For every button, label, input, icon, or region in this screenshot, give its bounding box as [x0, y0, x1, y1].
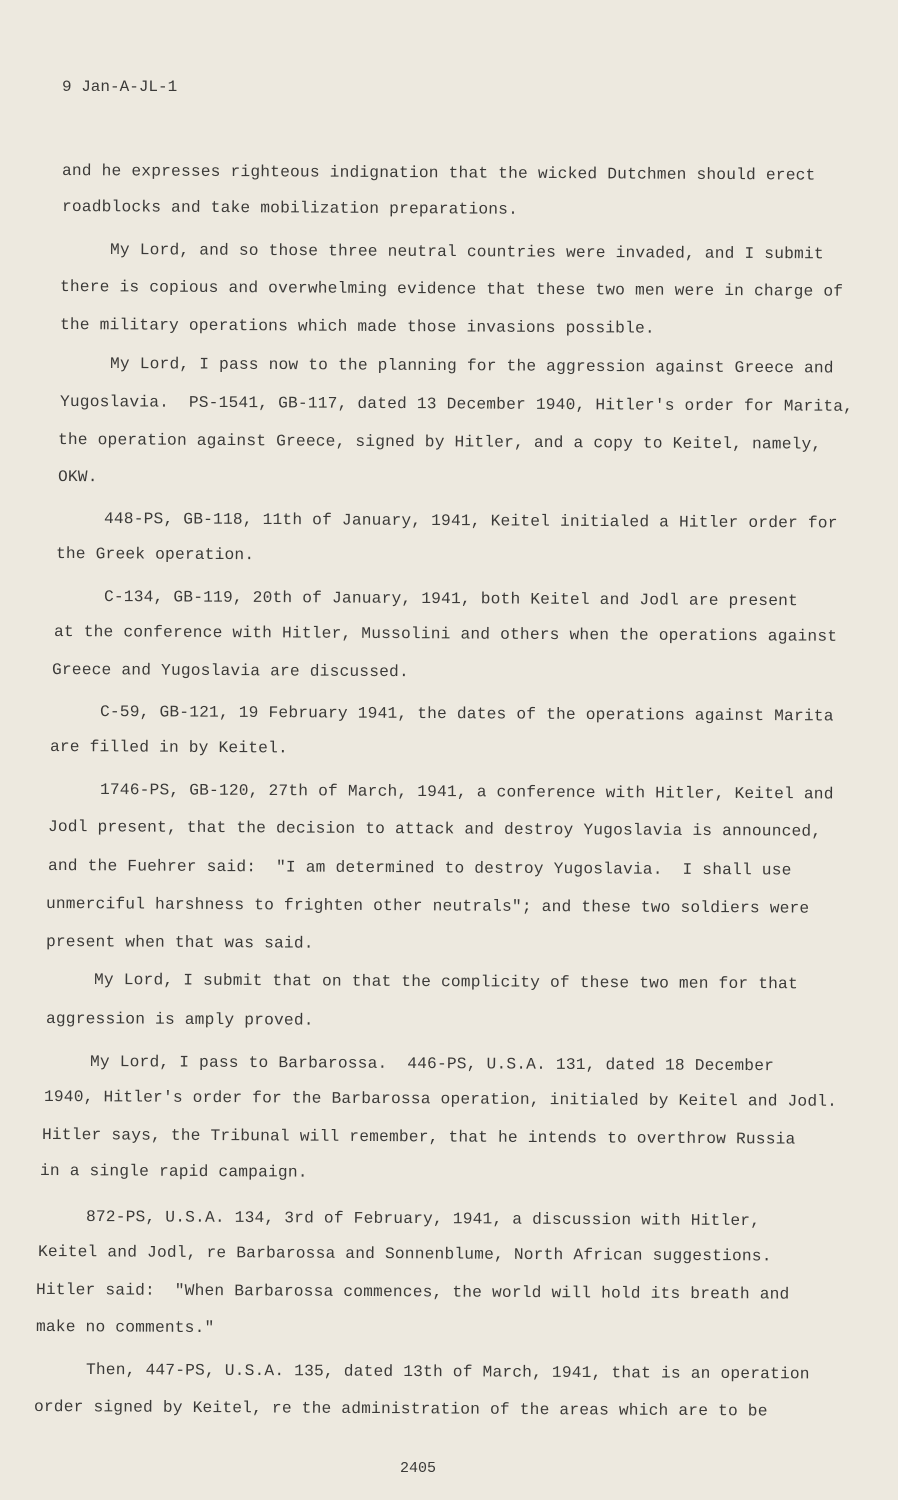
text-line: Jodl present, that the decision to attack and destroy Yugoslavia is announced, [47, 818, 822, 841]
text-line: the Greek operation. [55, 545, 255, 565]
text-line: C-59, GB-121, 19 February 1941, the dates of the operations against Marita [99, 703, 834, 726]
text-line: Then, 447-PS, U.S.A. 135, dated 13th of March, 1941, that is an operation [85, 1361, 810, 1384]
text-line: C-134, GB-119, 20th of January, 1941, both Keitel and Jodl are present [103, 588, 799, 611]
text-line: My Lord, I pass to Barbarossa. 446-PS, U.S.A. 131, dated 18 December [89, 1053, 775, 1076]
text-line: My Lord, I pass now to the planning for the aggression against Greece and [109, 355, 834, 378]
text-line: present when that was said. [45, 933, 314, 953]
text-line: My Lord, I submit that on that the complicity of these two men for that [93, 971, 798, 994]
text-line: Hitler said: "When Barbarossa commences, the world will hold its breath and [35, 1281, 790, 1304]
text-line: 1940, Hitler's order for the Barbarossa operation, initialed by Keitel and Jodl. [43, 1088, 838, 1111]
text-line: there is copious and overwhelming evidence that these two men were in charge of [59, 278, 844, 301]
text-line: the military operations which made those invasions possible. [59, 316, 655, 338]
text-line: roadblocks and take mobilization preparations. [61, 198, 519, 219]
text-line: and the Fuehrer said: "I am determined to destroy Yugoslavia. I shall use [47, 857, 792, 880]
text-line: Greece and Yugoslavia are discussed. [51, 661, 409, 682]
text-line: and he expresses righteous indignation that the wicked Dutchmen should erect [61, 162, 816, 185]
text-line: at the conference with Hitler, Mussolini and others when the operations against [53, 623, 838, 646]
text-line: Keitel and Jodl, re Barbarossa and Sonnenblume, North African suggestions. [37, 1243, 772, 1266]
text-line: order signed by Keitel, re the administration of the areas which are to be [33, 1398, 768, 1421]
text-line: OKW. [57, 468, 98, 487]
text-line: aggression is amply proved. [45, 1010, 314, 1030]
text-line: Hitler says, the Tribunal will remember, that he intends to overthrow Russia [41, 1126, 796, 1149]
text-line: 448-PS, GB-118, 11th of January, 1941, Keitel initialed a Hitler order for [103, 510, 838, 533]
document-reference-header: 9 Jan-A-JL-1 [62, 78, 178, 96]
text-line: are filled in by Keitel. [49, 738, 289, 758]
text-line: Yugoslavia. PS-1541, GB-117, dated 13 December 1940, Hitler's order for Marita, [59, 393, 854, 416]
text-line: unmerciful harshness to frighten other neutrals"; and these two soldiers were [45, 895, 810, 918]
text-line: 1746-PS, GB-120, 27th of March, 1941, a conference with Hitler, Keitel and [99, 781, 834, 804]
text-line: the operation against Greece, signed by Hitler, and a copy to Keitel, namely, [57, 431, 822, 454]
text-line: in a single rapid campaign. [39, 1162, 308, 1182]
page-number: 2405 [400, 1460, 437, 1477]
text-line: make no comments." [35, 1318, 215, 1338]
text-line: My Lord, and so those three neutral countries were invaded, and I submit [109, 241, 824, 264]
text-line: 872-PS, U.S.A. 134, 3rd of February, 1941, a discussion with Hitler, [85, 1208, 761, 1231]
